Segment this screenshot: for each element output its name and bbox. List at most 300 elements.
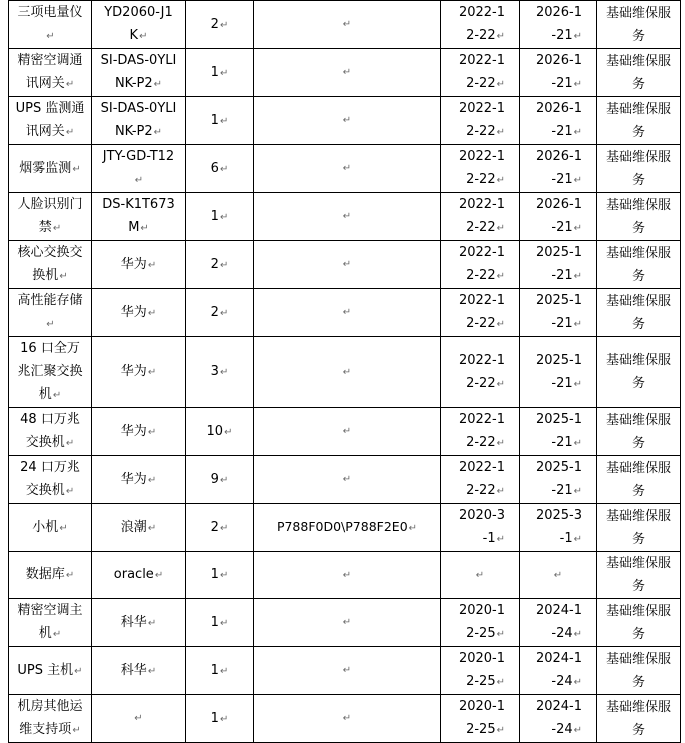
cell-end-mark: ↵ (147, 522, 157, 534)
equipment-quantity-cell (186, 49, 254, 97)
start-date: 2022-12-22↵ (458, 149, 505, 187)
cell-end-mark: ↵ (342, 19, 352, 30)
table-row (9, 695, 681, 743)
table-row (9, 193, 681, 241)
end-date: 2025-1-21↵ (535, 412, 582, 450)
cell-end-mark: ↵ (219, 211, 229, 223)
equipment-model-cell (92, 504, 186, 552)
cell-end-mark: ↵ (224, 426, 233, 438)
equipment-name: 人脸识别门禁↵ (17, 197, 83, 235)
start-date-cell (441, 193, 520, 241)
start-date: 2022-12-22↵ (458, 245, 505, 283)
table-row (9, 552, 681, 599)
equipment-name: UPS 主机↵ (17, 662, 83, 678)
cell-end-mark: ↵ (496, 271, 505, 282)
end-date-cell (520, 289, 597, 337)
service-type-cell (597, 408, 681, 456)
equipment-quantity-cell (186, 552, 254, 599)
equipment-model-cell (92, 97, 186, 145)
cell-end-mark: ↵ (496, 534, 505, 545)
service-type: 基础维保服务 (605, 5, 671, 44)
equipment-name-cell (9, 49, 92, 97)
service-type: 基础维保服务 (605, 293, 671, 332)
cell-end-mark: ↵ (219, 617, 229, 629)
table-row (9, 241, 681, 289)
cell-end-mark: ↵ (139, 31, 148, 42)
equipment-name-cell (9, 456, 92, 504)
serial-number-cell (254, 241, 441, 289)
cell-end-mark: ↵ (573, 629, 582, 640)
equipment-name: 数据库↵ (25, 567, 75, 582)
cell-end-mark: ↵ (74, 665, 83, 677)
cell-end-mark: ↵ (153, 127, 163, 138)
equipment-quantity-cell (186, 599, 254, 647)
serial-number-cell (254, 145, 441, 193)
maintenance-table (8, 0, 681, 743)
cell-end-mark: ↵ (147, 259, 157, 271)
start-date-cell (441, 504, 520, 552)
start-date-cell (441, 695, 520, 743)
start-date: 2022-12-22↵ (458, 460, 505, 498)
equipment-quantity-cell (186, 504, 254, 552)
start-date-cell (441, 97, 520, 145)
cell-end-mark: ↵ (153, 79, 163, 90)
service-type-cell (597, 241, 681, 289)
equipment-model: 华为↵ (120, 364, 157, 379)
cell-end-mark: ↵ (496, 31, 505, 42)
cell-end-mark: ↵ (573, 127, 582, 138)
end-date-cell (520, 408, 597, 456)
service-type: 基础维保服务 (605, 412, 671, 451)
equipment-name-cell (9, 504, 92, 552)
equipment-model-cell (92, 647, 186, 695)
service-type-cell (597, 49, 681, 97)
cell-end-mark: ↵ (342, 366, 352, 378)
end-date-cell (520, 456, 597, 504)
equipment-quantity: 1↵ (210, 112, 229, 128)
equipment-model: 华为↵ (120, 304, 157, 320)
equipment-name: 24 口万兆交换机↵ (20, 460, 80, 498)
cell-end-mark: ↵ (573, 438, 582, 449)
equipment-quantity-cell (186, 241, 254, 289)
equipment-model: SI-DAS-0YLINK-P2↵ (100, 101, 177, 139)
equipment-model-cell (92, 408, 186, 456)
equipment-model-cell (92, 552, 186, 599)
service-type: 基础维保服务 (605, 149, 671, 188)
cell-end-mark: ↵ (408, 523, 418, 534)
cell-end-mark: ↵ (573, 271, 582, 282)
service-type: 基础维保服务 (605, 101, 671, 140)
cell-end-mark: ↵ (65, 486, 75, 497)
cell-end-mark: ↵ (219, 115, 229, 127)
cell-end-mark: ↵ (219, 67, 229, 79)
equipment-model: 华为↵ (120, 471, 157, 487)
cell-end-mark: ↵ (65, 438, 75, 449)
start-date: 2022-12-22↵ (458, 5, 505, 43)
cell-end-mark: ↵ (342, 474, 352, 485)
service-type: 基础维保服务 (605, 556, 671, 594)
equipment-quantity: 2↵ (210, 16, 229, 32)
cell-end-mark: ↵ (219, 665, 229, 677)
cell-end-mark: ↵ (342, 211, 352, 222)
equipment-model: 科华↵ (120, 662, 157, 678)
equipment-model: 华为↵ (120, 256, 157, 272)
serial-number-cell (254, 552, 441, 599)
service-type-cell (597, 145, 681, 193)
cell-end-mark: ↵ (72, 163, 81, 175)
cell-end-mark: ↵ (140, 223, 149, 234)
start-date-cell (441, 599, 520, 647)
table-row (9, 49, 681, 97)
equipment-quantity: 1↵ (210, 208, 229, 224)
equipment-name-cell (9, 241, 92, 289)
end-date-cell (520, 337, 597, 408)
cell-end-mark: ↵ (52, 223, 62, 234)
service-type-cell (597, 456, 681, 504)
equipment-quantity-cell (186, 145, 254, 193)
equipment-quantity-cell (186, 456, 254, 504)
service-type-cell (597, 1, 681, 49)
cell-end-mark: ↵ (573, 725, 582, 736)
cell-end-mark: ↵ (573, 677, 582, 688)
cell-end-mark: ↵ (496, 378, 505, 390)
equipment-model-cell (92, 1, 186, 49)
end-date-cell (520, 504, 597, 552)
equipment-quantity: 10↵ (206, 423, 233, 439)
table-row (9, 1, 681, 49)
cell-end-mark: ↵ (342, 67, 352, 78)
equipment-name-cell (9, 145, 92, 193)
cell-end-mark: ↵ (342, 163, 352, 174)
equipment-model: JTY-GD-T12↵ (102, 149, 175, 186)
serial-number-cell (254, 408, 441, 456)
service-type: 基础维保服务 (605, 460, 671, 499)
service-type-cell (597, 504, 681, 552)
equipment-quantity: 1↵ (210, 64, 229, 80)
serial-number-cell (254, 193, 441, 241)
cell-end-mark: ↵ (219, 367, 229, 378)
cell-end-mark: ↵ (342, 713, 352, 724)
end-date: 2025-1-21↵ (535, 293, 582, 331)
equipment-name-cell (9, 695, 92, 743)
equipment-name: 高性能存储↵ (17, 293, 83, 330)
serial-number-cell (254, 97, 441, 145)
end-date-cell (520, 145, 597, 193)
equipment-name-cell (9, 408, 92, 456)
serial-number-cell (254, 695, 441, 743)
service-type: 基础维保服务 (605, 603, 671, 642)
start-date: 2022-12-22↵ (458, 53, 505, 91)
equipment-quantity-cell (186, 647, 254, 695)
equipment-model-cell (92, 599, 186, 647)
serial-number-cell (254, 456, 441, 504)
cell-end-mark: ↵ (219, 307, 229, 319)
cell-end-mark: ↵ (52, 390, 62, 401)
equipment-quantity-cell (186, 289, 254, 337)
service-type-cell (597, 193, 681, 241)
equipment-name-cell (9, 647, 92, 695)
service-type-cell (597, 695, 681, 743)
equipment-model-cell (92, 289, 186, 337)
service-type: 基础维保服务 (605, 508, 671, 547)
serial-number-cell (254, 337, 441, 408)
cell-end-mark: ↵ (573, 223, 582, 234)
cell-end-mark: ↵ (553, 569, 563, 581)
equipment-name: 精密空调通讯网关↵ (17, 53, 83, 91)
cell-end-mark: ↵ (496, 486, 505, 497)
serial-number-cell (254, 599, 441, 647)
equipment-quantity-cell (186, 695, 254, 743)
service-type-cell (597, 552, 681, 599)
table-row (9, 289, 681, 337)
cell-end-mark: ↵ (475, 569, 485, 581)
equipment-quantity: 2↵ (210, 304, 229, 320)
equipment-name-cell (9, 289, 92, 337)
end-date-cell (520, 1, 597, 49)
start-date-cell (441, 241, 520, 289)
end-date: 2026-1-21↵ (535, 53, 582, 91)
equipment-name: 三项电量仪↵ (17, 5, 83, 42)
equipment-quantity-cell (186, 1, 254, 49)
table-row (9, 599, 681, 647)
table-row (9, 145, 681, 193)
start-date: 2022-12-22↵ (458, 352, 505, 391)
service-type: 基础维保服务 (605, 651, 671, 690)
end-date-cell (520, 695, 597, 743)
service-type-cell (597, 97, 681, 145)
service-type-cell (597, 289, 681, 337)
cell-end-mark: ↵ (59, 522, 68, 534)
serial-number-cell (254, 1, 441, 49)
end-date-cell (520, 49, 597, 97)
start-date: 2022-12-22↵ (458, 197, 505, 235)
equipment-model-cell (92, 49, 186, 97)
equipment-name: 小机↵ (32, 519, 68, 535)
cell-end-mark: ↵ (496, 223, 505, 234)
equipment-quantity-cell (186, 337, 254, 408)
table-body (9, 1, 681, 743)
cell-end-mark: ↵ (496, 438, 505, 449)
equipment-quantity: 3↵ (210, 364, 229, 379)
cell-end-mark: ↵ (52, 629, 62, 640)
equipment-name-cell (9, 1, 92, 49)
start-date: 2020-12-25↵ (458, 603, 505, 641)
cell-end-mark: ↵ (219, 259, 229, 271)
end-date-cell (520, 647, 597, 695)
table-row (9, 504, 681, 552)
equipment-model-cell (92, 456, 186, 504)
cell-end-mark: ↵ (496, 175, 505, 186)
end-date: 2026-1-21↵ (535, 5, 582, 43)
table-row (9, 97, 681, 145)
cell-end-mark: ↵ (496, 79, 505, 90)
cell-end-mark: ↵ (342, 115, 352, 126)
equipment-name-cell (9, 193, 92, 241)
cell-end-mark: ↵ (65, 127, 75, 138)
serial-number-cell (254, 504, 441, 552)
service-type: 基础维保服务 (605, 53, 671, 92)
equipment-quantity: 1↵ (210, 614, 229, 630)
equipment-model-cell (92, 241, 186, 289)
equipment-model-cell (92, 695, 186, 743)
end-date-cell (520, 97, 597, 145)
start-date: 2022-12-22↵ (458, 101, 505, 139)
end-date: 2025-1-21↵ (535, 245, 582, 283)
equipment-quantity: 1↵ (210, 710, 229, 726)
cell-end-mark: ↵ (496, 629, 505, 640)
equipment-quantity-cell (186, 97, 254, 145)
table-row (9, 456, 681, 504)
cell-end-mark: ↵ (573, 319, 582, 330)
start-date-cell (441, 49, 520, 97)
end-date-cell (520, 599, 597, 647)
equipment-name-cell (9, 97, 92, 145)
cell-end-mark: ↵ (147, 474, 157, 486)
cell-end-mark: ↵ (154, 570, 164, 581)
start-date-cell (441, 1, 520, 49)
end-date-cell (520, 193, 597, 241)
end-date: 2024-1-24↵ (535, 651, 582, 689)
start-date: 2020-12-25↵ (458, 699, 505, 737)
end-date-cell (520, 241, 597, 289)
equipment-model: 华为↵ (120, 423, 157, 439)
equipment-model-cell (92, 193, 186, 241)
cell-end-mark: ↵ (496, 725, 505, 736)
end-date: 2025-1-21↵ (535, 460, 582, 498)
end-date: 2026-1-21↵ (535, 197, 582, 235)
equipment-name-cell (9, 599, 92, 647)
equipment-model: SI-DAS-0YLINK-P2↵ (100, 53, 177, 91)
equipment-name: 核心交换交换机↵ (17, 245, 83, 283)
start-date: 2022-12-22↵ (458, 412, 505, 450)
equipment-quantity: 2↵ (210, 519, 229, 535)
equipment-model-cell (92, 337, 186, 408)
equipment-name-cell (9, 337, 92, 408)
start-date-cell (441, 552, 520, 599)
start-date-cell (441, 408, 520, 456)
equipment-quantity: 1↵ (210, 567, 229, 582)
end-date: 2024-1-24↵ (535, 603, 582, 641)
end-date: 2026-1-21↵ (535, 101, 582, 139)
cell-end-mark: ↵ (219, 474, 229, 486)
equipment-name: 机房其他运维支持项↵ (17, 699, 83, 737)
table-row (9, 337, 681, 408)
end-date: 2024-1-24↵ (535, 699, 582, 737)
start-date: 2020-12-25↵ (458, 651, 505, 689)
equipment-model: oracle↵ (113, 567, 164, 582)
cell-end-mark: ↵ (59, 271, 68, 282)
cell-end-mark: ↵ (342, 259, 352, 270)
equipment-model-cell (92, 145, 186, 193)
start-date: 2020-3-1↵ (458, 508, 505, 546)
cell-end-mark: ↵ (496, 319, 505, 330)
end-date-cell (520, 552, 597, 599)
cell-end-mark: ↵ (573, 486, 582, 497)
cell-end-mark: ↵ (219, 713, 229, 725)
end-date: 2026-1-21↵ (535, 149, 582, 187)
end-date: 2025-3-1↵ (535, 508, 582, 546)
equipment-name: 烟雾监测↵ (19, 160, 81, 176)
serial-number-cell (254, 49, 441, 97)
cell-end-mark: ↵ (573, 534, 582, 545)
equipment-quantity: 6↵ (210, 160, 229, 176)
cell-end-mark: ↵ (496, 127, 505, 138)
equipment-quantity-cell (186, 193, 254, 241)
equipment-model: 科华↵ (120, 614, 157, 630)
cell-end-mark: ↵ (147, 367, 157, 378)
cell-end-mark: ↵ (134, 713, 143, 724)
cell-end-mark: ↵ (46, 31, 55, 42)
cell-end-mark: ↵ (147, 426, 157, 438)
equipment-quantity: 9↵ (210, 471, 229, 487)
service-type-cell (597, 599, 681, 647)
cell-end-mark: ↵ (147, 307, 157, 319)
cell-end-mark: ↵ (147, 617, 157, 629)
start-date-cell (441, 337, 520, 408)
service-type: 基础维保服务 (605, 245, 671, 284)
cell-end-mark: ↵ (134, 175, 144, 186)
end-date: 2025-1-21↵ (535, 352, 582, 391)
cell-end-mark: ↵ (219, 570, 229, 581)
equipment-model: DS-K1T673M↵ (102, 197, 175, 235)
cell-end-mark: ↵ (342, 307, 352, 318)
service-type: 基础维保服务 (605, 197, 671, 236)
service-type: 基础维保服务 (605, 353, 671, 391)
equipment-name: UPS 监测通讯网关↵ (15, 101, 85, 139)
serial-number-cell (254, 647, 441, 695)
cell-end-mark: ↵ (342, 665, 352, 676)
cell-end-mark: ↵ (147, 665, 157, 677)
cell-end-mark: ↵ (573, 79, 582, 90)
cell-end-mark: ↵ (342, 569, 352, 581)
service-type: 基础维保服务 (605, 699, 671, 738)
equipment-model: 浪潮↵ (120, 519, 157, 535)
serial-number: P788F0D0\P788F2E0↵ (276, 519, 418, 534)
equipment-name-cell (9, 552, 92, 599)
cell-end-mark: ↵ (496, 677, 505, 688)
start-date-cell (441, 456, 520, 504)
cell-end-mark: ↵ (72, 725, 81, 736)
cell-end-mark: ↵ (219, 163, 229, 175)
service-type-cell (597, 337, 681, 408)
cell-end-mark: ↵ (65, 79, 75, 90)
service-type-cell (597, 647, 681, 695)
equipment-model: YD2060-J1K↵ (104, 5, 173, 43)
cell-end-mark: ↵ (342, 426, 352, 437)
cell-end-mark: ↵ (342, 617, 352, 628)
cell-end-mark: ↵ (573, 175, 582, 186)
start-date-cell (441, 145, 520, 193)
equipment-name: 精密空调主机↵ (17, 603, 83, 641)
start-date: 2022-12-22↵ (458, 293, 505, 331)
cell-end-mark: ↵ (573, 31, 582, 42)
cell-end-mark: ↵ (65, 570, 75, 581)
serial-number-cell (254, 289, 441, 337)
cell-end-mark: ↵ (573, 378, 582, 390)
equipment-name: 16 口全万兆汇聚交换机↵ (17, 341, 83, 402)
equipment-quantity-cell (186, 408, 254, 456)
cell-end-mark: ↵ (46, 319, 55, 330)
equipment-quantity: 2↵ (210, 256, 229, 272)
cell-end-mark: ↵ (219, 19, 229, 31)
table-row (9, 647, 681, 695)
start-date-cell (441, 289, 520, 337)
start-date-cell (441, 647, 520, 695)
cell-end-mark: ↵ (219, 522, 229, 534)
equipment-name: 48 口万兆交换机↵ (20, 412, 80, 450)
equipment-quantity: 1↵ (210, 662, 229, 678)
table-row (9, 408, 681, 456)
